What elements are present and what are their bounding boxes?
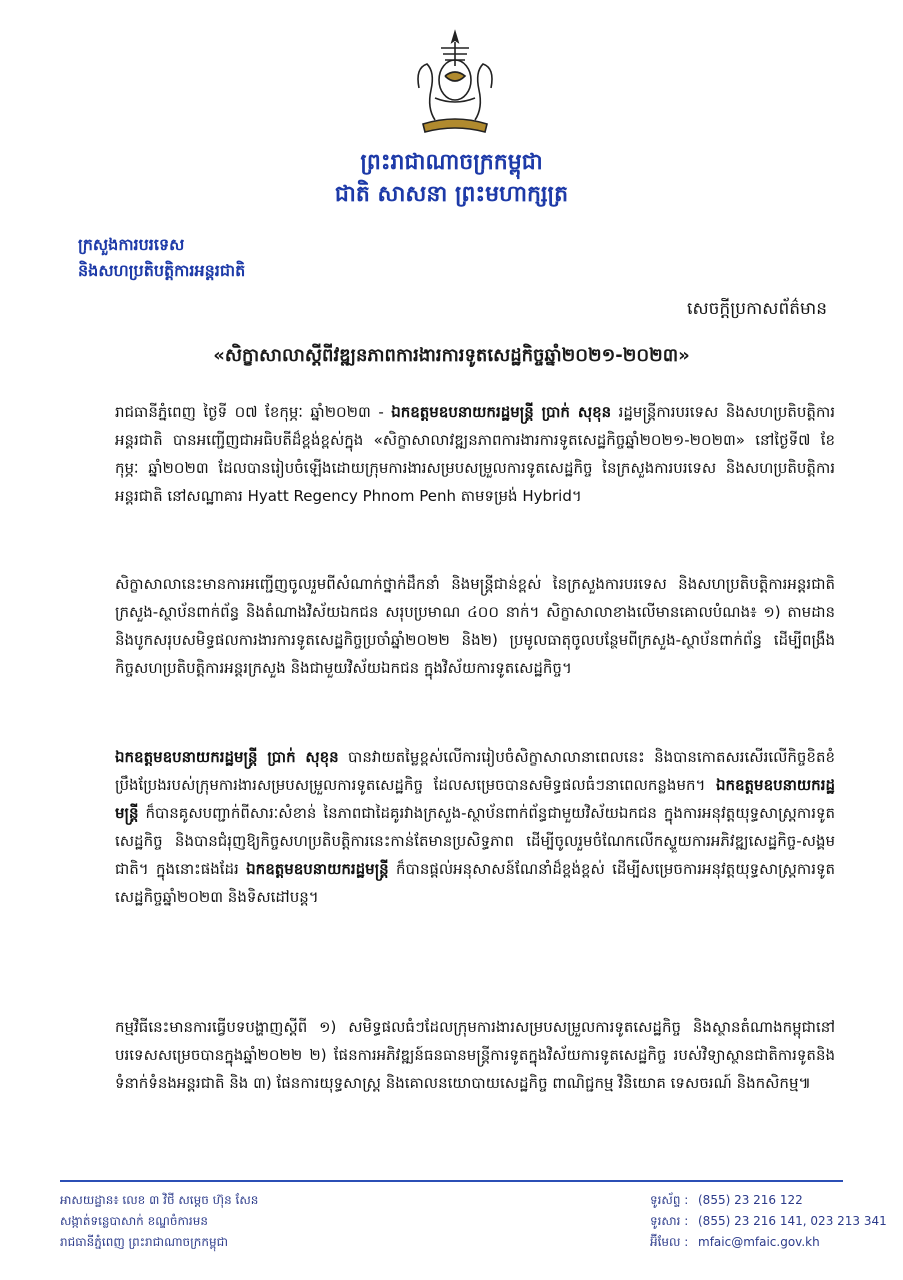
footer-address — [60, 1190, 460, 1253]
p3-dignitary-name-1: ឯកឧត្តមឧបនាយករដ្ឋមន្ត្រី ប្រាក់ សុខុន — [115, 748, 339, 766]
p3-dignitary-name-2: ឯកឧត្តមឧបនាយករដ្ឋមន្ត្រី — [115, 776, 835, 822]
ministry-line-2: និងសហប្រតិបត្តិការអន្តរជាតិ — [78, 261, 246, 280]
footer-contact — [650, 1190, 890, 1253]
address-line-3: រាជធានីភ្នំពេញ ព្រះរាជាណាចក្រកម្ពុជា — [60, 1235, 228, 1249]
p3-body-1: បានវាយតម្លៃខ្ពស់លើការរៀបចំសិក្ខាសាលានាពេលនេះ និងបានកោតសរសើរលើកិច្ចខិតខំប្រឹងប្រែងរបស់ក្រុមការងារសម្របសម្រួលការទូតសេដ្ឋកិច្ច ដែលសម្រេចបានសមិទ្ធផលធំៗនាពេលកន្លងមក។ — [115, 748, 835, 794]
p1-intro: រាជធានីភ្នំពេញ ថ្ងៃទី ០៧ ខែកុម្ភៈ ឆ្នាំ២០២៣ - — [115, 403, 392, 421]
ministry-line-1: ក្រសួងការបរទេស — [78, 235, 185, 254]
phone-label: ទូរស័ព្ទ : — [650, 1193, 689, 1207]
email-link[interactable]: mfaic@mfaic.gov.kh — [698, 1235, 820, 1249]
fax-label: ទូរសារ : — [650, 1214, 689, 1228]
fax-number: (855) 23 216 141, 023 213 341 — [698, 1214, 887, 1228]
footer-divider — [60, 1180, 843, 1182]
phone-row — [650, 1190, 890, 1211]
royal-arms-emblem — [405, 28, 505, 140]
paragraph-3 — [115, 743, 835, 911]
email-row — [650, 1232, 890, 1253]
address-line-2: សង្កាត់ទន្លេបាសាក់ ខណ្ឌចំការមន — [60, 1214, 208, 1228]
document-title: «សិក្ខាសាលាស្តីពីវឌ្ឍនភាពការងារការទូតសេដ្ឋកិច្ចឆ្នាំ២០២១-២០២៣» — [213, 345, 690, 366]
p3-dignitary-name-3: ឯកឧត្តមឧបនាយករដ្ឋមន្ត្រី — [246, 860, 389, 878]
email-label: អ៊ីមែល : — [650, 1235, 689, 1249]
p3-body-2: ក៏បានគូសបញ្ជាក់ពីសារៈសំខាន់ នៃភាពជាដៃគូរវាងក្រសួង-ស្ថាប័នពាក់ព័ន្ធជាមួយវិស័យឯកជន ក្នុងការអនុវត្តយុទ្ធសាស្ត្រការទូតសេដ្ឋកិច្ច និងបានជំរុញឱ្យកិច្ចសហប្រតិបត្តិការនេះកាន់តែមានប្រសិទ្ធភាព ដើម្បីចូលរួមចំណែកលើកស្ទួយការអភិវឌ្ឍសេដ្ឋកិច្ច-សង្គមជាតិ។ ក្នុងនោះផងដែរ — [115, 804, 835, 878]
paragraph-2: សិក្ខាសាលានេះមានការអញ្ជើញចូលរួមពីសំណាក់ថ្នាក់ដឹកនាំ និងមន្ត្រីជាន់ខ្ពស់ នៃក្រសួងការបរទេស និងសហប្រតិបត្តិការអន្តរជាតិ ក្រសួង-ស្ថាប័នពាក់ព័ន្ធ និងតំណាងវិស័យឯកជន សរុបប្រមាណ ៤០០ នាក់។ សិក្ខាសាលាខាងលើមានគោលបំណង៖ ១) តាមដាន និងបូកសរុបសមិទ្ធផលការងារការទូតសេដ្ឋកិច្ចប្រចាំឆ្នាំ២០២២ និង២) ប្រមូលធាតុចូលបន្ថែមពីក្រសួង-ស្ថាប័នពាក់ព័ន្ធ ដើម្បីពង្រឹងកិច្ចសហប្រតិបត្តិការអន្តរក្រសួង និងជាមួយវិស័យឯកជន ក្នុងវិស័យការទូតសេដ្ឋកិច្ច។ — [115, 575, 835, 677]
paragraph-4: កម្មវិធីនេះមានការធ្វើបទបង្ហាញស្តីពី ១) សមិទ្ធផលធំៗដែលក្រុមការងារសម្របសម្រួលការទូតសេដ្ឋកិច្ច និងស្ថានតំណាងកម្ពុជានៅបរទេសសម្រេចបានក្នុងឆ្នាំ២០២២ ២) ផែនការអភិវឌ្ឍន៍ធនធានមន្ត្រីការទូតក្នុងវិស័យការទូតសេដ្ឋកិច្ច របស់វិទ្យាស្ថានជាតិការទូតនិងទំនាក់ទំនងអន្តរជាតិ និង ៣) ផែនការយុទ្ធសាស្ត្រ និងគោលនយោបាយសេដ្ឋកិច្ច ពាណិជ្ជកម្ម វិនិយោគ ទេសចរណ៍ និងកសិកម្ម៕ — [115, 1018, 835, 1092]
phone-number: (855) 23 216 122 — [698, 1193, 803, 1207]
p1-body: រដ្ឋមន្ត្រីការបរទេស និងសហប្រតិបត្តិការអន្តរជាតិ បានអញ្ជើញជាអធិបតីដ៏ខ្ពង់ខ្ពស់ក្នុង «សិក្ខាសាលាវឌ្ឍនភាពការងារការទូតសេដ្ឋកិច្ចឆ្នាំ២០២១-២០២៣» នៅថ្ងៃទី៧ ខែកុម្ភៈ ឆ្នាំ២០២៣ ដែលបានរៀបចំឡើងដោយក្រុមការងារសម្របសម្រួលការទូតសេដ្ឋកិច្ច នៃក្រសួងការបរទេស និងសហប្រតិបត្តិការអន្តរជាតិ នៅសណ្ឋាគារ Hyatt Regency Phnom Penh តាមទម្រង់ Hybrid។ — [115, 403, 835, 505]
ministry-name — [78, 232, 318, 284]
press-release-label: សេចក្តីប្រកាសព័ត៌មាន — [687, 299, 827, 319]
p1-dignitary-name: ឯកឧត្តមឧបនាយករដ្ឋមន្ត្រី ប្រាក់ សុខុន — [391, 403, 612, 421]
national-motto: ជាតិ សាសនា ព្រះមហាក្សត្រ — [334, 182, 569, 207]
kingdom-name: ព្រះរាជាណាចក្រកម្ពុជា — [360, 150, 543, 175]
fax-row — [650, 1211, 890, 1232]
p3-body-3: ក៏បានផ្តល់អនុសាសន៍ណែនាំដ៏ខ្ពង់ខ្ពស់ ដើម្បីសម្រេចការអនុវត្តយុទ្ធសាស្ត្រការទូតសេដ្ឋកិច្ចឆ្នាំ២០២៣ និងទិសដៅបន្ត។ — [115, 860, 835, 906]
address-line-1: អាសយដ្ឋាន៖ លេខ ៣ វិថី សម្តេច ហ៊ុន សែន — [60, 1193, 259, 1207]
paragraph-1 — [115, 398, 835, 510]
